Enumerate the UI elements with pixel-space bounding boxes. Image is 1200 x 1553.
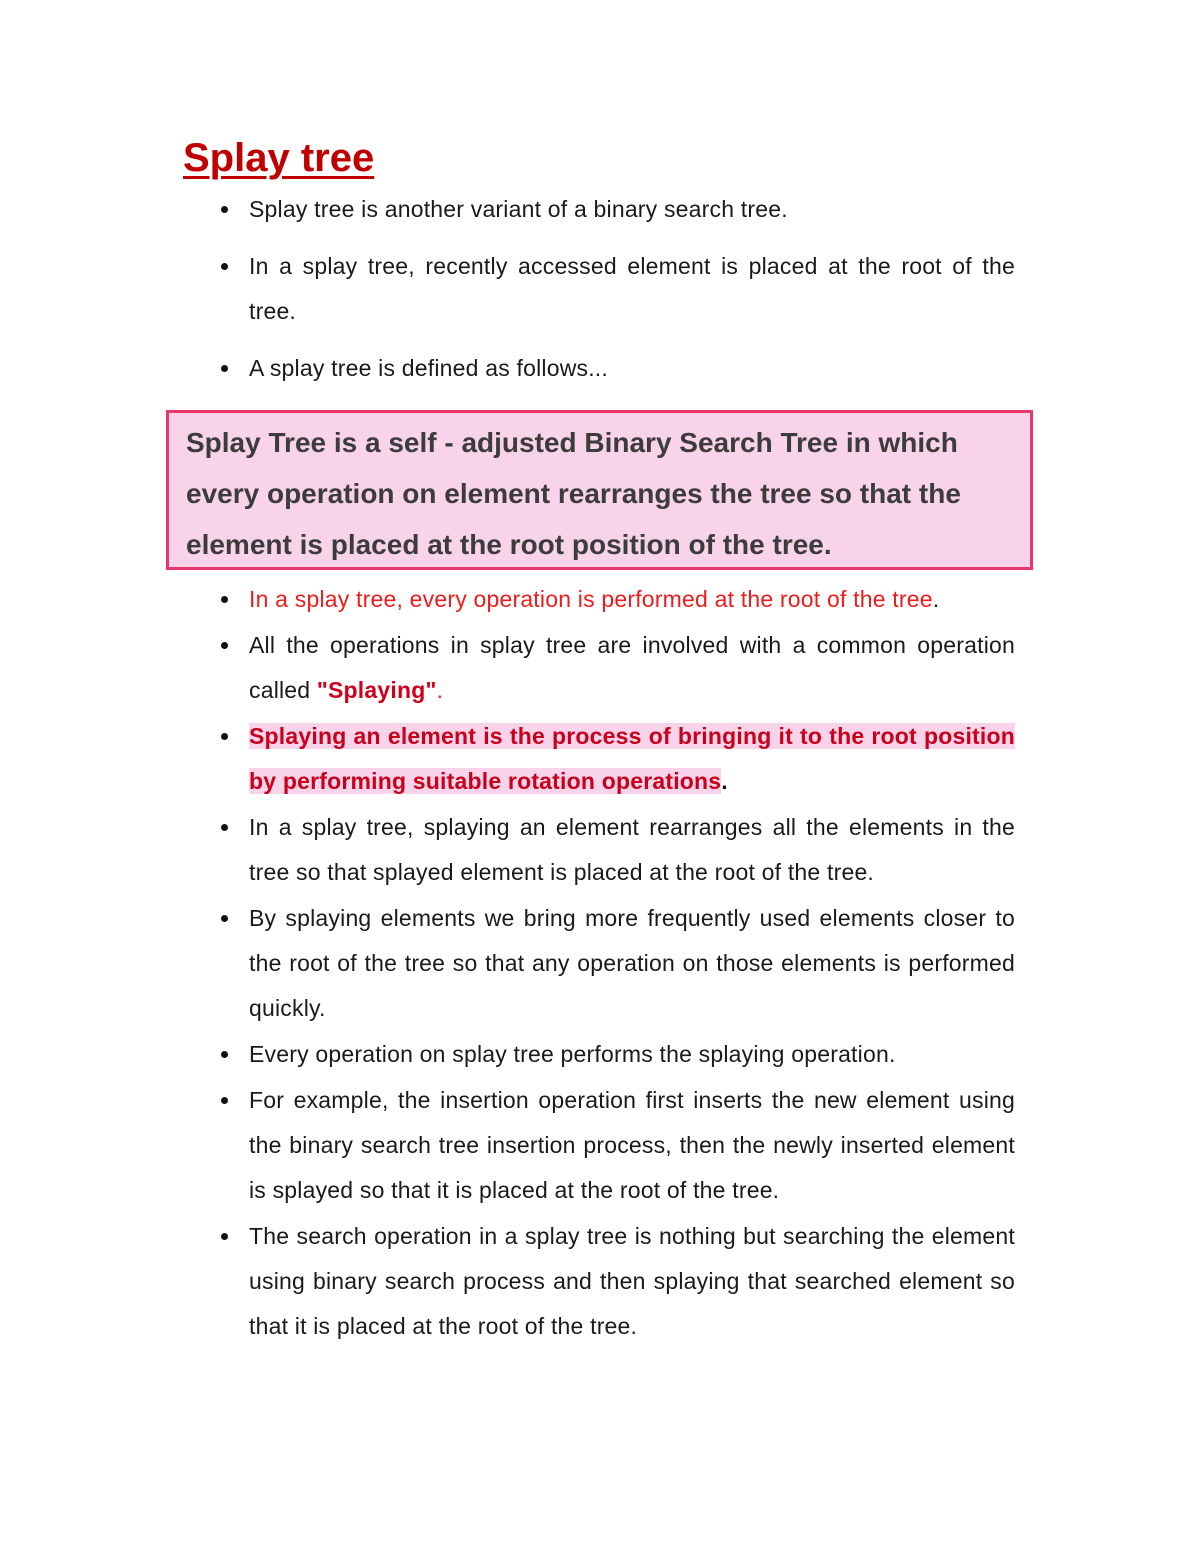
list-item: For example, the insertion operation first inserts the new element using the binary search tree insertion process, then the newly inserted element is splayed so that it is placed at the root of the tree. <box>249 1078 1015 1213</box>
period: . <box>721 768 728 794</box>
list-item: The search operation in a splay tree is nothing but searching the element using binary search process and then splaying that searched element so that it is placed at the root of the tree. <box>249 1214 1015 1349</box>
list-item <box>249 577 1015 622</box>
period: . <box>932 586 940 612</box>
list-item: By splaying elements we bring more frequently used elements closer to the root of the tree so that any operation on those elements is performed quickly. <box>249 896 1015 1031</box>
list-item-highlighted <box>249 714 1015 804</box>
splaying-term: "Splaying" <box>316 677 437 703</box>
period: . <box>436 677 444 703</box>
list-item: Every operation on splay tree performs the splaying operation. <box>249 1032 1015 1077</box>
detail-bullet-list <box>0 577 1200 1350</box>
definition-text: Splay Tree is a self - adjusted Binary Search Tree in which every operation on element rearranges the tree so that the element is placed at the root position of the tree. <box>186 427 961 560</box>
list-item <box>249 623 1015 713</box>
red-statement: In a splay tree, every operation is performed at the root of the tree <box>249 586 933 612</box>
highlighted-definition: Splaying an element is the process of bringing it to the root position by performing suitable rotation operations <box>249 723 1015 794</box>
list-item: Splay tree is another variant of a binary search tree. <box>249 187 1015 232</box>
list-item: In a splay tree, recently accessed element is placed at the root of the tree. <box>249 244 1015 334</box>
intro-bullet-list <box>0 187 1200 403</box>
page-title: Splay tree <box>183 136 375 180</box>
definition-box <box>166 410 1033 570</box>
list-item: In a splay tree, splaying an element rearranges all the elements in the tree so that splayed element is placed at the root of the tree. <box>249 805 1015 895</box>
list-item-text: All the operations in splay tree are involved with a common operation called <box>249 632 1015 703</box>
list-item: A splay tree is defined as follows... <box>249 346 1015 391</box>
